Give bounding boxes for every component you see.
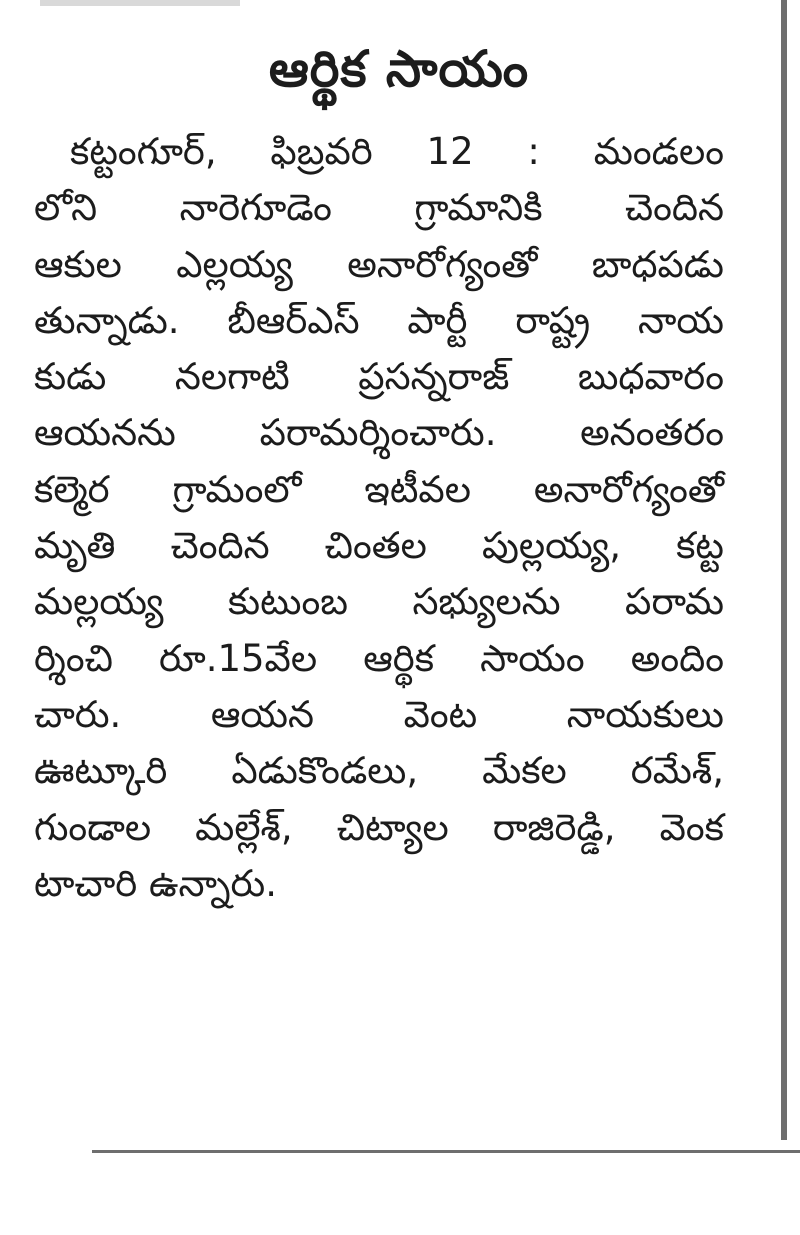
article-body-line: టాచారి ఉన్నారు. [34, 861, 277, 905]
article-body-line: మృతి చెందిన చింతల పుల్లయ్య, కట్ట [34, 524, 724, 568]
article-body-line: మల్లయ్య కుటుంబ సభ్యులను పరామ [34, 580, 724, 624]
article-headline: ఆర్థిక సాయం [268, 40, 530, 98]
news-article [34, 24, 724, 912]
column-divider-vertical [781, 0, 787, 1140]
article-body-line: చారు. ఆయన వెంట నాయకులు [34, 692, 724, 736]
article-body-line: గుండాల మల్లేశ్, చిట్యాల రాజిరెడ్డి, వెంక [34, 805, 724, 849]
article-body-line: ఊట్కూరి ఏడుకొండలు, మేకల రమేశ్, [34, 749, 724, 793]
article-body-line: ఆకుల ఎల్లయ్య అనారోగ్యంతో బాధపడు [34, 242, 724, 286]
article-body [34, 124, 724, 912]
article-body-line: కుడు నలగాటి ప్రసన్నరాజ్ బుధవారం [34, 355, 724, 399]
article-body-line: కల్మెర గ్రామంలో ఇటీవల అనారోగ్యంతో [34, 467, 724, 511]
article-body-line: ఆయనను పరామర్శించారు. అనంతరం [34, 411, 724, 455]
article-body-line: కట్టంగూర్, ఫిబ్రవరి 12 : మండలం [70, 130, 724, 173]
article-body-line: తున్నాడు. బీఆర్‌ఎస్ పార్టీ రాష్ట్ర నాయ [34, 298, 724, 342]
article-body-line: లోని నారెగూడెం గ్రామానికి చెందిన [34, 186, 724, 230]
previous-article-edge [40, 0, 240, 6]
article-body-line: ర్శించి రూ.15వేల ఆర్థిక సాయం అందిం [34, 636, 724, 680]
column-divider-horizontal [92, 1150, 800, 1153]
